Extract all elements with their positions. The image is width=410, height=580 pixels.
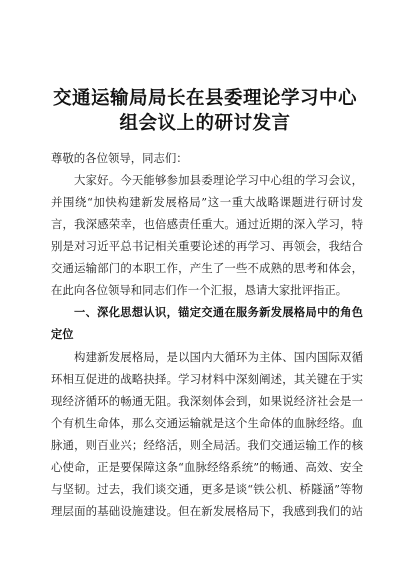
salutation: 尊敬的各位领导，同志们： <box>51 151 188 165</box>
paragraph-line: 别是对习近平总书记相关重要论述的再学习、再领会，我结合 <box>51 239 363 253</box>
paragraph-line: 并围绕“加快构建新发展格局”这一重大战略课题进行研讨发 <box>51 195 363 209</box>
paragraph-line: 言，我深感荣幸，也倍感责任重大。通过近期的深入学习，特 <box>51 217 363 231</box>
paragraph-line: 环相互促进的战略抉择。学习材料中深刻阐述，其关键在于实 <box>51 372 363 386</box>
paragraph-line: 个有机生命体，那么交通运输就是这个生命体的血脉经络。血 <box>51 416 363 430</box>
document-title-line-2: 组会议上的研讨发言 <box>119 113 291 134</box>
paragraph-line: 理层面的基础设施建设。但在新发展格局下，我感到我们的站 <box>51 504 363 518</box>
document-title-line-1: 交通运输局局长在县委理论学习中心 <box>52 88 357 109</box>
section-heading: 定位 <box>51 328 74 341</box>
paragraph-line: 交通运输部门的本职工作，产生了一些不成熟的思考和体会， <box>51 261 363 275</box>
paragraph-line: 构建新发展格局，是以国内大循环为主体、国内国际双循 <box>74 350 363 364</box>
paragraph-line: 心使命，正是要保障这条“血脉经络系统”的畅通、高效、安全 <box>51 460 363 474</box>
section-heading: 一、深化思想认识，锚定交通在服务新发展格局中的角色 <box>74 306 363 319</box>
paragraph-line: 大家好。今天能够参加县委理论学习中心组的学习会议， <box>74 173 363 187</box>
paragraph-line: 与坚韧。过去，我们谈交通，更多是谈“铁公机、桥隧涵”等物 <box>51 482 363 496</box>
paragraph-line: 在此向各位领导和同志们作一个汇报，恳请大家批评指正。 <box>51 283 348 297</box>
paragraph-line: 脉通，则百业兴；经络活，则全局活。我们交通运输工作的核 <box>51 438 363 452</box>
paragraph-line: 现经济循环的畅通无阻。我深刻体会到，如果说经济社会是一 <box>51 394 363 408</box>
